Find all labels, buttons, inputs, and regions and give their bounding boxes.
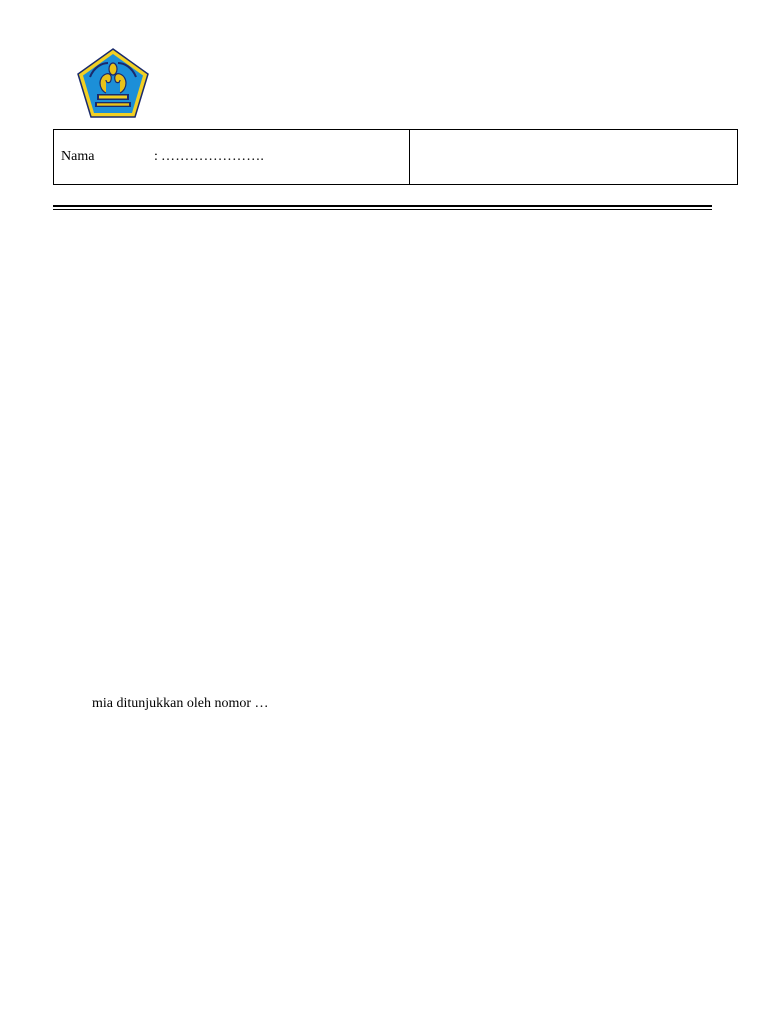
school-logo-icon	[76, 47, 150, 119]
name-label: Nama	[61, 149, 95, 164]
header-divider	[53, 205, 712, 210]
identity-table	[53, 129, 738, 185]
name-separator: :	[154, 149, 158, 164]
name-blank[interactable]: ………………….	[161, 149, 265, 164]
right-cell	[410, 130, 737, 184]
name-cell	[54, 130, 410, 184]
question-fragment: mia ditunjukkan oleh nomor …	[92, 696, 269, 711]
